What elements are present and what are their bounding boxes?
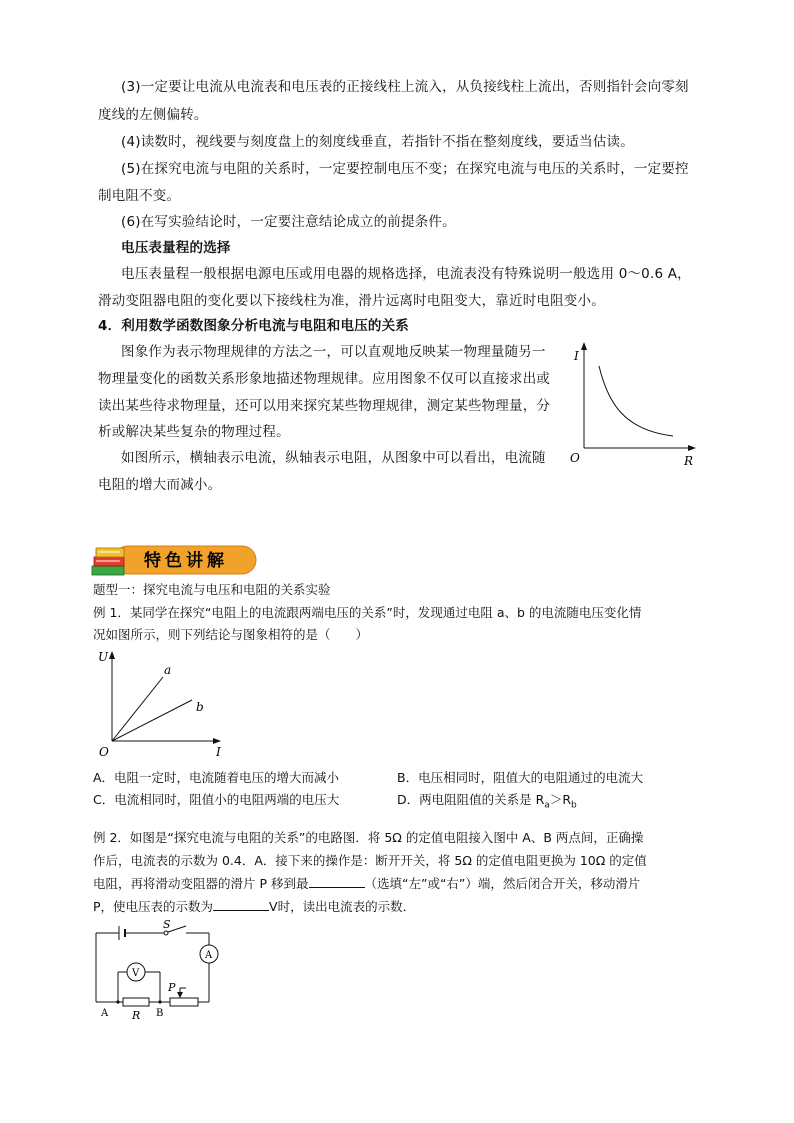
switch-blade [168,926,186,932]
slider-arrow [177,992,183,998]
switch-label: S [163,919,171,931]
type1-title: 题型一：探究电流与电压和电阻的关系实验 [93,582,331,597]
ex2-blank-2[interactable] [213,898,269,911]
circuit-diagram [90,919,230,1021]
node-a-dot [116,1000,119,1003]
ui-graph [90,644,230,762]
ex1-option-a: A．电阻一定时，电流随着电压的增大而减小 [93,770,340,785]
inverse-graph [566,338,706,470]
slider-label: P [168,981,176,994]
ex2-line3: 电阻，再将滑动变阻器的滑片 P 移到最 （选填“左”或“右”）端，然后闭合开关，移动滑片 [93,876,641,891]
graph-x-arrow [688,445,696,451]
range-line2: 滑动变阻器电阻的变化要以下接线柱为准，滑片远离时电阻变大，靠近时电阻变小。 [98,293,605,309]
ui-graph-x-label: I [216,745,221,759]
switch-pivot [164,931,168,935]
voltmeter-label: V [132,968,140,979]
section4-para2-line1: 如图所示，横轴表示电流，纵轴表示电阻，从图象中可以看出，电流随 [121,450,546,466]
node-b-dot [158,1000,161,1003]
ex1-stem-line2: 况如图所示，则下列结论与图象相符的是（ ） [93,627,369,642]
ui-graph-origin-label: O [99,745,109,759]
note-3-line2: 度线的左侧偏转。 [98,107,208,123]
section4-para1-line1: 图象作为表示物理规律的方法之一，可以直观地反映某一物理量随另一 [121,344,546,360]
ui-graph-y-arrow [109,651,115,659]
ex1-option-d: D．两电阻阻值的关系是 $R_a>R_b$ [397,792,577,811]
section4-para1-line2: 物理量变化的函数关系形象地描述物理规律。应用图象不仅可以直接求出或 [98,371,551,387]
ui-graph-y-label: U [98,650,109,664]
rheostat [170,998,198,1006]
ex2-blank-1[interactable] [309,875,365,888]
note-5-line2: 制电阻不变。 [98,188,181,204]
graph-origin-label: O [570,451,580,465]
graph-curve [599,366,673,436]
note-3-line1: (3)一定要让电流从电流表和电压表的正接线柱上流入，从负接线柱上流出，否则指针会向零刻 [121,79,689,95]
ui-graph-line-a [112,677,163,741]
feature-banner [90,541,260,579]
books-icon [92,548,124,575]
ammeter-label: A [205,950,213,961]
ex1-stem-line1: 例 1．某同学在探究“电阻上的电流跟两端电压的关系”时，发现通过电阻 a、b 的电流随电压变化情 [93,605,642,620]
point-a-label: A [101,1008,109,1019]
ex2-line4: P，使电压表的示数为 V时，读出电流表的示数． [93,899,416,914]
section4-para1-line4: 析或解决某些复杂的物理过程。 [98,424,290,440]
resistor [123,998,149,1006]
resistor-label: R [132,1009,141,1021]
note-4: (4)读数时，视线要与刻度盘上的刻度线垂直，若指针不指在整刻度线，要适当估读。 [121,134,634,150]
ui-graph-label-a: a [164,663,172,677]
section4-heading: 4．利用数学函数图象分析电流与电阻和电压的关系 [98,318,409,334]
graph-x-label: R [684,454,694,468]
ui-graph-label-b: b [196,700,204,714]
point-b-label: B [156,1008,164,1019]
section4-para1-line3: 读出某些待求物理量，还可以用来探究某些物理规律，测定某些物理量，分 [98,398,551,414]
banner-title: 特色讲解 [144,551,228,571]
ui-graph-line-b [112,700,192,741]
graph-y-label: I [574,349,579,363]
note-6: (6)在写实验结论时，一定要注意结论成立的前提条件。 [121,214,456,230]
ex1-option-b: B．电压相同时，阻值大的电阻通过的电流大 [397,770,644,785]
ex2-line2: 作后，电流表的示数为 0.4．A．接下来的操作是：断开开关，将 5Ω 的定值电阻更换为 10Ω 的定值 [93,853,647,868]
range-line1: 电压表量程一般根据电源电压或用电器的规格选择，电流表没有特殊说明一般选用 0～0.6 A， [121,266,691,282]
ui-graph-x-arrow [213,738,221,744]
ex1-option-c: C．电流相同时，阻值小的电阻两端的电压大 [93,792,340,807]
ex2-line1: 例 2．如图是“探究电流与电阻的关系”的电路图．将 5Ω 的定值电阻接入图中 A、B 两点间，正确操 [93,830,644,845]
graph-y-arrow [581,342,587,350]
range-heading: 电压表量程的选择 [121,240,231,256]
section4-para2-line2: 电阻的增大而减小。 [98,477,222,493]
note-5-line1: (5)在探究电流与电阻的关系时，一定要控制电压不变；在探究电流与电压的关系时，一定要控 [121,161,689,177]
